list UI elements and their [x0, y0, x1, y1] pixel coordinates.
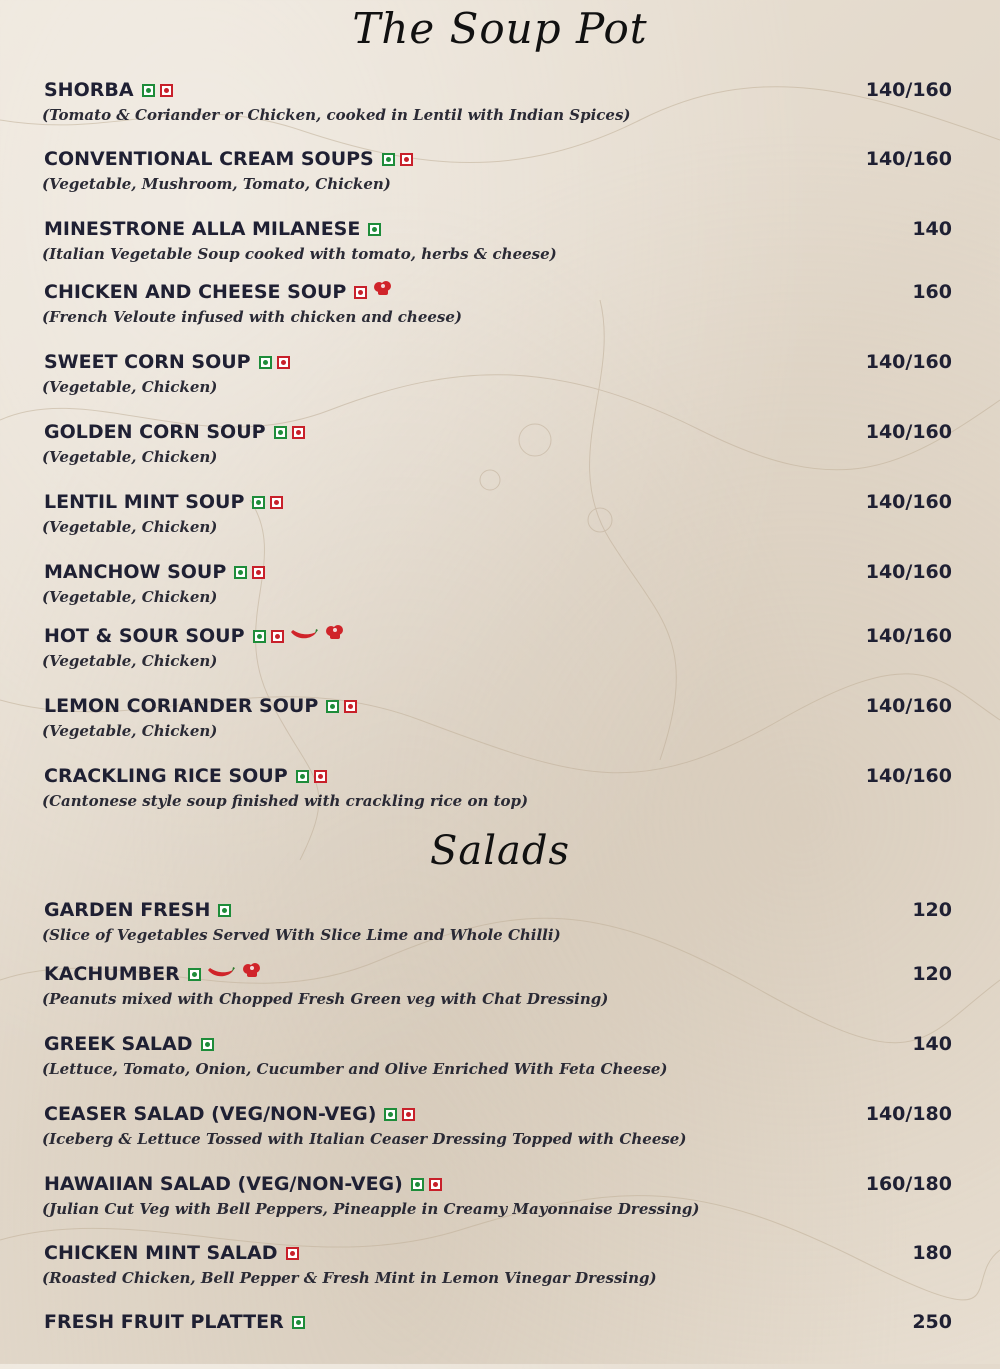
menu-item-description: (Slice of Vegetables Served With Slice Lime and Whole Chilli) — [42, 926, 561, 944]
menu-item — [0, 1101, 1000, 1161]
menu-item-name-text: SWEET CORN SOUP — [44, 351, 251, 373]
menu-item-price: 140/160 — [865, 79, 952, 101]
diet-icons — [142, 84, 173, 97]
diet-icons — [252, 496, 283, 509]
menu-item-name — [44, 1101, 415, 1127]
menu-item-name-text: FRESH FRUIT PLATTER — [44, 1311, 284, 1333]
nonveg-icon — [400, 153, 413, 166]
veg-icon — [326, 700, 339, 713]
menu-item-description: (Lettuce, Tomato, Onion, Cucumber and Olive Enriched With Feta Cheese) — [42, 1060, 668, 1078]
menu-item-name-text: LEMON CORIANDER SOUP — [44, 695, 319, 717]
veg-icon — [384, 1108, 397, 1121]
menu-item-price: 160 — [912, 281, 952, 303]
menu-item-name — [44, 419, 305, 445]
menu-item — [0, 897, 1000, 957]
menu-item-price: 140/160 — [865, 491, 952, 513]
nonveg-icon — [277, 356, 290, 369]
nonveg-icon — [270, 496, 283, 509]
nonveg-icon — [271, 630, 284, 643]
nonveg-icon — [292, 426, 305, 439]
diet-icons — [368, 223, 381, 236]
menu-item-price: 140 — [912, 1033, 952, 1055]
menu-item — [0, 623, 1000, 683]
soup-section-title: The Soup Pot — [352, 4, 648, 53]
nonveg-icon — [160, 84, 173, 97]
menu-item-name — [44, 961, 263, 987]
diet-icons — [286, 1247, 299, 1260]
menu-item-description: (Vegetable, Chicken) — [42, 448, 218, 466]
menu-item-price: 140/160 — [865, 561, 952, 583]
menu-item-description: (Roasted Chicken, Bell Pepper & Fresh Mint in Lemon Vinegar Dressing) — [42, 1269, 657, 1287]
menu-item-name-text: CONVENTIONAL CREAM SOUPS — [44, 148, 374, 170]
diet-icons — [253, 623, 346, 649]
nonveg-icon — [354, 286, 367, 299]
chef-special-icon — [241, 961, 263, 987]
veg-icon — [142, 84, 155, 97]
menu-item-price: 250 — [912, 1311, 952, 1333]
menu-item-name-text: CEASER SALAD (VEG/NON-VEG) — [44, 1103, 377, 1125]
diet-icons — [274, 426, 305, 439]
menu-item-name-text: HAWAIIAN SALAD (VEG/NON-VEG) — [44, 1173, 403, 1195]
menu-item — [0, 77, 1000, 137]
menu-item-price: 120 — [912, 899, 952, 921]
menu-item — [0, 216, 1000, 276]
diet-icons — [354, 279, 394, 305]
menu-item-name — [44, 1309, 305, 1335]
menu-item-price: 140/160 — [865, 625, 952, 647]
menu-item-description: (Vegetable, Chicken) — [42, 652, 218, 670]
chef-special-icon — [324, 623, 346, 649]
chef-special-icon — [372, 279, 394, 305]
menu-item-price: 180 — [912, 1242, 952, 1264]
menu-item-description: (Cantonese style soup finished with crackling rice on top) — [42, 792, 529, 810]
diet-icons — [384, 1108, 415, 1121]
menu-item-name — [44, 763, 327, 789]
menu-item-name — [44, 1171, 442, 1197]
nonveg-icon — [402, 1108, 415, 1121]
menu-item-name — [44, 216, 381, 242]
menu-item-description: (Peanuts mixed with Chopped Fresh Green veg with Chat Dressing) — [42, 990, 609, 1008]
menu-item-name — [44, 897, 231, 923]
menu-item-name-text: LENTIL MINT SOUP — [44, 491, 245, 513]
menu-item-name-text: CHICKEN MINT SALAD — [44, 1242, 278, 1264]
menu-item-price: 120 — [912, 963, 952, 985]
menu-item — [0, 1031, 1000, 1091]
nonveg-icon — [252, 566, 265, 579]
diet-icons — [218, 904, 231, 917]
menu-item-name — [44, 1240, 299, 1266]
menu-item-name-text: GOLDEN CORN SOUP — [44, 421, 266, 443]
veg-icon — [252, 496, 265, 509]
menu-item-price: 140/160 — [865, 421, 952, 443]
veg-icon — [201, 1038, 214, 1051]
menu-item-description: (Vegetable, Chicken) — [42, 518, 218, 536]
menu-item-price: 160/180 — [865, 1173, 952, 1195]
menu-item-name — [44, 349, 290, 375]
salad-section-title: Salads — [429, 828, 571, 874]
menu-item-description: (Vegetable, Chicken) — [42, 588, 218, 606]
diet-icons — [326, 700, 357, 713]
menu-item-price: 140/160 — [865, 695, 952, 717]
menu-item-price: 140/160 — [865, 351, 952, 373]
menu-item-name — [44, 146, 413, 172]
menu-item-name-text: GARDEN FRESH — [44, 899, 211, 921]
menu-item — [0, 419, 1000, 479]
menu-item-description: (Italian Vegetable Soup cooked with tomato, herbs & cheese) — [42, 245, 557, 263]
menu-item — [0, 559, 1000, 619]
menu-item-name — [44, 693, 357, 719]
chili-icon — [289, 623, 319, 649]
menu-item — [0, 489, 1000, 549]
menu-item-name-text: SHORBA — [44, 79, 134, 101]
veg-icon — [218, 904, 231, 917]
chili-icon — [206, 961, 236, 987]
menu-item-description: (French Veloute infused with chicken and cheese) — [42, 308, 463, 326]
menu-item — [0, 1240, 1000, 1300]
veg-icon — [234, 566, 247, 579]
menu-item — [0, 279, 1000, 339]
diet-icons — [201, 1038, 214, 1051]
menu-item — [0, 349, 1000, 409]
menu-item-name — [44, 489, 283, 515]
menu-item-name — [44, 1031, 214, 1057]
menu-item-name-text: CHICKEN AND CHEESE SOUP — [44, 281, 347, 303]
menu-item-name-text: GREEK SALAD — [44, 1033, 193, 1055]
menu-item-description: (Vegetable, Chicken) — [42, 378, 218, 396]
menu-item — [0, 961, 1000, 1021]
menu-item-description: (Julian Cut Veg with Bell Peppers, Pineapple in Creamy Mayonnaise Dressing) — [42, 1200, 700, 1218]
diet-icons — [382, 153, 413, 166]
menu-item-description: (Vegetable, Chicken) — [42, 722, 218, 740]
veg-icon — [296, 770, 309, 783]
menu-item-name-text: MINESTRONE ALLA MILANESE — [44, 218, 361, 240]
menu-item — [0, 693, 1000, 753]
diet-icons — [292, 1316, 305, 1329]
nonveg-icon — [286, 1247, 299, 1260]
menu-item-price: 140/180 — [865, 1103, 952, 1125]
nonveg-icon — [344, 700, 357, 713]
diet-icons — [411, 1178, 442, 1191]
diet-icons — [296, 770, 327, 783]
menu-item-description: (Iceberg & Lettuce Tossed with Italian Ceaser Dressing Topped with Cheese) — [42, 1130, 687, 1148]
menu-item-name-text: MANCHOW SOUP — [44, 561, 227, 583]
diet-icons — [234, 566, 265, 579]
veg-icon — [253, 630, 266, 643]
veg-icon — [188, 968, 201, 981]
menu-item — [0, 146, 1000, 206]
menu-item — [0, 1171, 1000, 1231]
nonveg-icon — [314, 770, 327, 783]
menu-item — [0, 1309, 1000, 1369]
menu-item-name-text: CRACKLING RICE SOUP — [44, 765, 288, 787]
menu-item-name — [44, 559, 265, 585]
menu-item-name-text: KACHUMBER — [44, 963, 180, 985]
menu-item-description: (Vegetable, Mushroom, Tomato, Chicken) — [42, 175, 391, 193]
diet-icons — [259, 356, 290, 369]
menu-item-price: 140 — [912, 218, 952, 240]
menu-item-name — [44, 623, 346, 649]
veg-icon — [292, 1316, 305, 1329]
veg-icon — [259, 356, 272, 369]
menu-item — [0, 763, 1000, 823]
menu-item-description: (Tomato & Coriander or Chicken, cooked in Lentil with Indian Spices) — [42, 106, 631, 124]
veg-icon — [368, 223, 381, 236]
veg-icon — [382, 153, 395, 166]
menu-item-price: 140/160 — [865, 765, 952, 787]
veg-icon — [274, 426, 287, 439]
menu-item-name — [44, 77, 173, 103]
menu-item-price: 140/160 — [865, 148, 952, 170]
nonveg-icon — [429, 1178, 442, 1191]
menu-item-name — [44, 279, 394, 305]
diet-icons — [188, 961, 263, 987]
menu-item-name-text: HOT & SOUR SOUP — [44, 625, 245, 647]
veg-icon — [411, 1178, 424, 1191]
